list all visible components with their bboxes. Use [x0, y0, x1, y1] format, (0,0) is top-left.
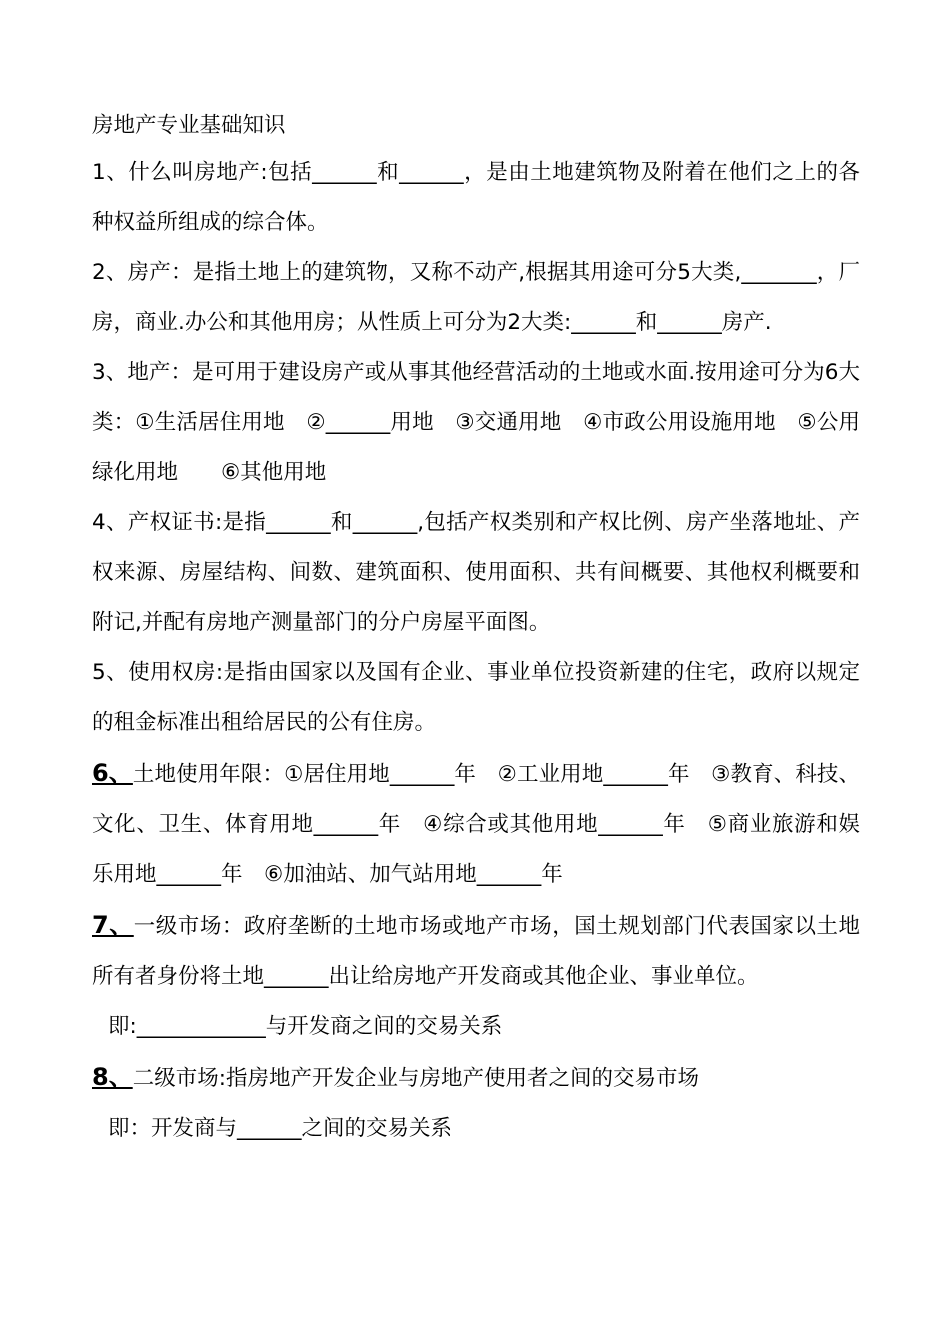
document-title: 房地产专业基础知识: [92, 113, 286, 138]
document-body: [92, 104, 860, 1154]
paragraph-8-note: 即：开发商与______之间的交易关系: [108, 1116, 453, 1141]
paragraph-7: [92, 900, 860, 1002]
paragraph-5: 5、使用权房:是指由国家以及国有企业、事业单位投资新建的住宅，政府以规定的租金标准出租给居民的公有住房。: [92, 660, 860, 735]
paragraph-8: [92, 1052, 860, 1104]
paragraph-1: 1、什么叫房地产:包括______和______，是由土地建筑物及附着在他们之上的各种权益所组成的综合体。: [92, 160, 860, 235]
paragraph-6-text: 土地使用年限：①居住用地______年 ②工业用地______年 ③教育、科技、文化、卫生、体育用地______年 ④综合或其他用地______年 ⑤商业旅游和娱乐用地______年 ⑥加油站、加气站用地______年: [92, 762, 861, 887]
paragraph-7-note: 即:____________与开发商之间的交易关系: [108, 1014, 503, 1039]
paragraph-8-number: 8、: [92, 1063, 133, 1091]
paragraph-4: 4、产权证书:是指______和______,包括产权类别和产权比例、房产坐落地址、产权来源、房屋结构、间数、建筑面积、使用面积、共有间概要、其他权利概要和附记,并配有房地产测量部门的分户房屋平面图。: [92, 510, 860, 635]
paragraph-3: 3、地产：是可用于建设房产或从事其他经营活动的土地或水面.按用途可分为6大类：①生活居住用地 ②______用地 ③交通用地 ④市政公用设施用地 ⑤公用绿化用地 ⑥其他用地: [92, 360, 860, 485]
paragraph-6-number: 6、: [92, 759, 133, 787]
paragraph-8-text: 二级市场:指房地产开发企业与房地产使用者之间的交易市场: [132, 1066, 699, 1091]
paragraph-7-number: 7、: [92, 911, 134, 939]
paragraph-2: 2、房产：是指土地上的建筑物，又称不动产,根据其用途可分5大类,_______，厂房，商业.办公和其他用房；从性质上可分为2大类:______和______房产.: [92, 260, 860, 335]
paragraph-6: [92, 748, 860, 900]
paragraph-7-text: 一级市场：政府垄断的土地市场或地产市场，国土规划部门代表国家以土地所有者身份将土地______出让给房地产开发商或其他企业、事业单位。: [92, 914, 860, 989]
